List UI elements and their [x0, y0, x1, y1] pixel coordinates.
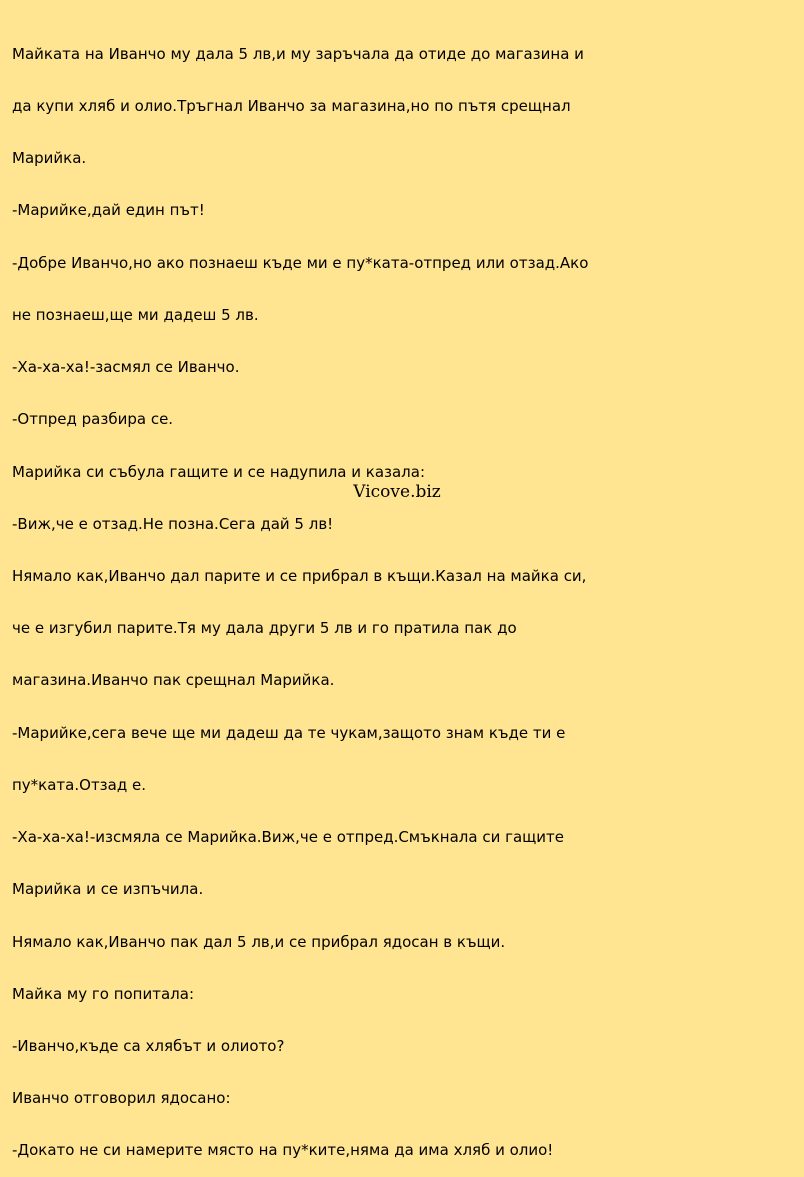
joke-line: -Иванчо,къде са хлябът и олиото? [12, 1036, 285, 1055]
joke-line: да купи хляб и олио.Тръгнал Иванчо за магазина,но по пътя срещнал [12, 97, 571, 116]
joke-line: -Ха-ха-ха!-изсмяла се Марийка.Виж,че е отпред.Смъкнала си гащите [12, 828, 565, 847]
joke-line: Иванчо отговорил ядосано: [12, 1089, 231, 1108]
joke-line: че е изгубил парите.Тя му дала други 5 лв и го пратила пак до [12, 619, 517, 638]
joke-line: Майка му го попитала: [12, 984, 194, 1003]
joke-line: Марийка. [12, 149, 87, 168]
joke-line: магазина.Иванчо пак срещнал Марийка. [12, 671, 335, 690]
joke-line: Нямало как,Иванчо дал парите и се прибрал в къщи.Казал на майка си, [12, 567, 587, 585]
joke-line: -Ха-ха-ха!-засмял се Иванчо. [12, 358, 240, 377]
joke-line: -Виж,че е отзад.Не позна.Сега дай 5 лв! [12, 514, 334, 533]
joke-line: -Добре Иванчо,но ако познаеш къде ми е пу*ката-отпред или отзад.Ако [12, 253, 589, 272]
joke-line: Нямало как,Иванчо пак дал 5 лв,и се прибрал ядосан в къщи. [12, 932, 506, 951]
joke-line: -Докато не си намерите място на пу*ките,няма да има хляб и олио! [12, 1141, 554, 1160]
joke-line: -Марийке,дай един път! [12, 201, 205, 220]
joke-line: пу*ката.Отзад е. [12, 775, 146, 794]
joke-line: не познаеш,ще ми дадеш 5 лв. [12, 305, 259, 324]
joke-line: Марийка и се изпъчила. [12, 880, 204, 899]
joke-text [12, 11, 797, 1177]
joke-line: -Марийке,сега вече ще ми дадеш да те чукам,защото знам къде ти е [12, 723, 566, 742]
joke-line: -Отпред разбира се. [12, 410, 174, 429]
joke-line: Майката на Иванчо му дала 5 лв,и му заръчала да отиде до магазина и [12, 44, 584, 63]
joke-line: Марийка си събула гащите и се надупила и казала: [12, 462, 426, 481]
site-name-footer: Vicove.biz [353, 482, 441, 502]
